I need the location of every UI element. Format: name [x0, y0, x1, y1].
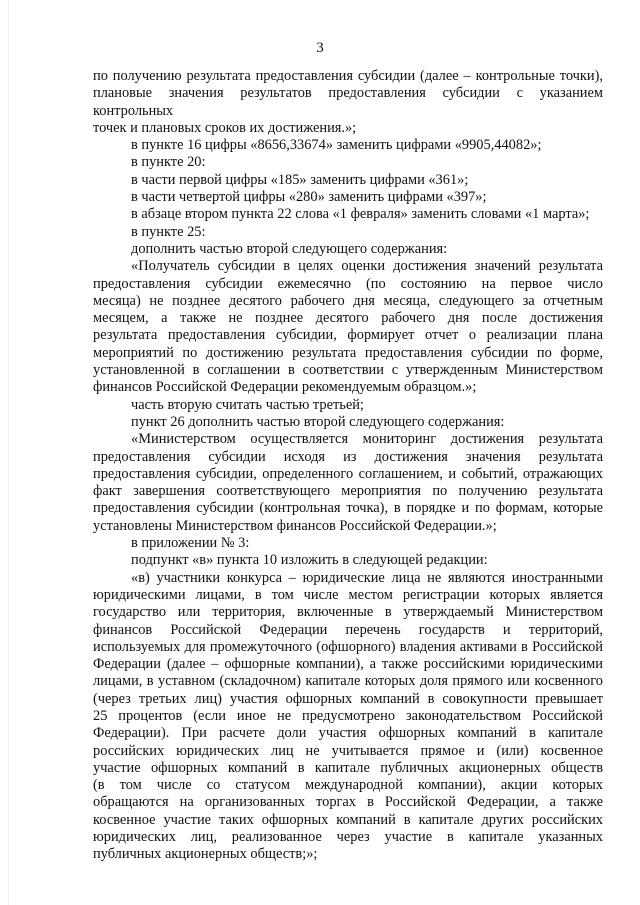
- document-line: в пункте 20:: [131, 154, 206, 171]
- document-line: предоставления субсидии ежемесячно (по состоянию на первое число: [93, 275, 603, 292]
- document-body: [93, 68, 603, 864]
- document-line: финансов Российской Федерации перечень государств и территорий,: [93, 621, 603, 638]
- document-line: дополнить частью второй следующего содержания:: [131, 240, 448, 257]
- document-line: результата предоставления субсидии, формирует отчет о реализации плана: [93, 327, 603, 344]
- document-line: плановые значения результатов предоставления субсидии с указанием контрольных: [93, 85, 603, 119]
- document-line: лицами, в уставном (складочном) капитале которых доля прямого или косвенного: [93, 673, 603, 690]
- document-line: Федерации (далее – офшорные компании), а также российскими юридическими: [93, 656, 603, 673]
- document-line: юридических лиц, реализованное через участие в капитале указанных: [93, 829, 603, 846]
- document-line: в абзаце втором пункта 22 слова «1 февраля» заменить словами «1 марта»;: [131, 206, 590, 223]
- document-line: юридическими лицами, в том числе местом регистрации которых является: [93, 586, 603, 603]
- document-line: «в) участники конкурса – юридические лица не являются иностранными: [131, 569, 603, 586]
- document-line: обращаются на организованных торгах в Российской Федерации, а также: [93, 794, 603, 811]
- document-line: мероприятий по достижению результата предоставления субсидии по форме,: [93, 344, 603, 361]
- document-line: установленной в соглашении в соответствии с утвержденным Министерством: [93, 362, 603, 379]
- document-line: предоставления субсидии, определенного соглашением, и событий, отражающих: [93, 465, 603, 482]
- scan-edge-line: [8, 0, 9, 905]
- document-line: финансов Российской Федерации рекомендуемым образцом.»;: [93, 379, 477, 396]
- document-line: в приложении № 3:: [131, 535, 250, 552]
- page-number: 3: [316, 40, 324, 56]
- document-line: (через третьих лиц) участия офшорных компаний в совокупности превышает: [93, 690, 603, 707]
- document-line: часть вторую считать частью третьей;: [131, 396, 364, 413]
- document-line: «Министерством осуществляется мониторинг достижения результата: [131, 431, 603, 448]
- document-line: в пункте 16 цифры «8656,33674» заменить цифрами «9905,44082»;: [131, 137, 542, 154]
- document-line: подпункт «в» пункта 10 изложить в следующей редакции:: [131, 552, 488, 569]
- document-line: точек и плановых сроков их достижения.»;: [93, 119, 357, 136]
- document-line: (в том числе со статусом международной компании), акции которых: [93, 777, 603, 794]
- document-line: предоставления субсидии исходя из достижения значения результата: [93, 448, 603, 465]
- document-line: 25 процентов (если иное не предусмотрено законодательством Российской: [93, 707, 603, 724]
- document-line: в части четвертой цифры «280» заменить цифрами «397»;: [131, 189, 487, 206]
- document-line: в части первой цифры «185» заменить цифрами «361»;: [131, 171, 469, 188]
- document-line: месяцем, а также не позднее десятого рабочего дня после достижения: [93, 310, 603, 327]
- document-line: факт завершения соответствующего мероприятия по получению результата: [93, 483, 603, 500]
- document-line: используемых для промежуточного (офшорного) владения активами в Российской: [93, 638, 603, 655]
- document-line: российских юридических лиц не учитывается прямое и (или) косвенное: [93, 742, 603, 759]
- document-line: публичных акционерных обществ;»;: [93, 846, 318, 863]
- document-line: косвенное участие таких офшорных компаний в капитале других российских: [93, 811, 603, 828]
- document-line: в пункте 25:: [131, 223, 206, 240]
- document-line: государство или территория, включенные в утверждаемый Министерством: [93, 604, 603, 621]
- document-line: «Получатель субсидии в целях оценки достижения значений результата: [131, 258, 603, 275]
- document-line: Федерации). При расчете доли участия офшорных компаний в капитале: [93, 725, 603, 742]
- document-line: по получению результата предоставления субсидии (далее – контрольные точки),: [93, 68, 603, 84]
- document-line: пункт 26 дополнить частью второй следующего содержания:: [131, 413, 505, 430]
- document-line: предоставления субсидии (контрольная точка), в порядке и по формам, которые: [93, 500, 603, 517]
- document-line: участие офшорных компаний в капитале публичных акционерных обществ: [93, 759, 603, 776]
- document-line: месяца) не позднее десятого рабочего дня месяца, следующего за отчетным: [93, 292, 603, 309]
- document-line: установлены Министерством финансов Российской Федерации.»;: [93, 517, 497, 534]
